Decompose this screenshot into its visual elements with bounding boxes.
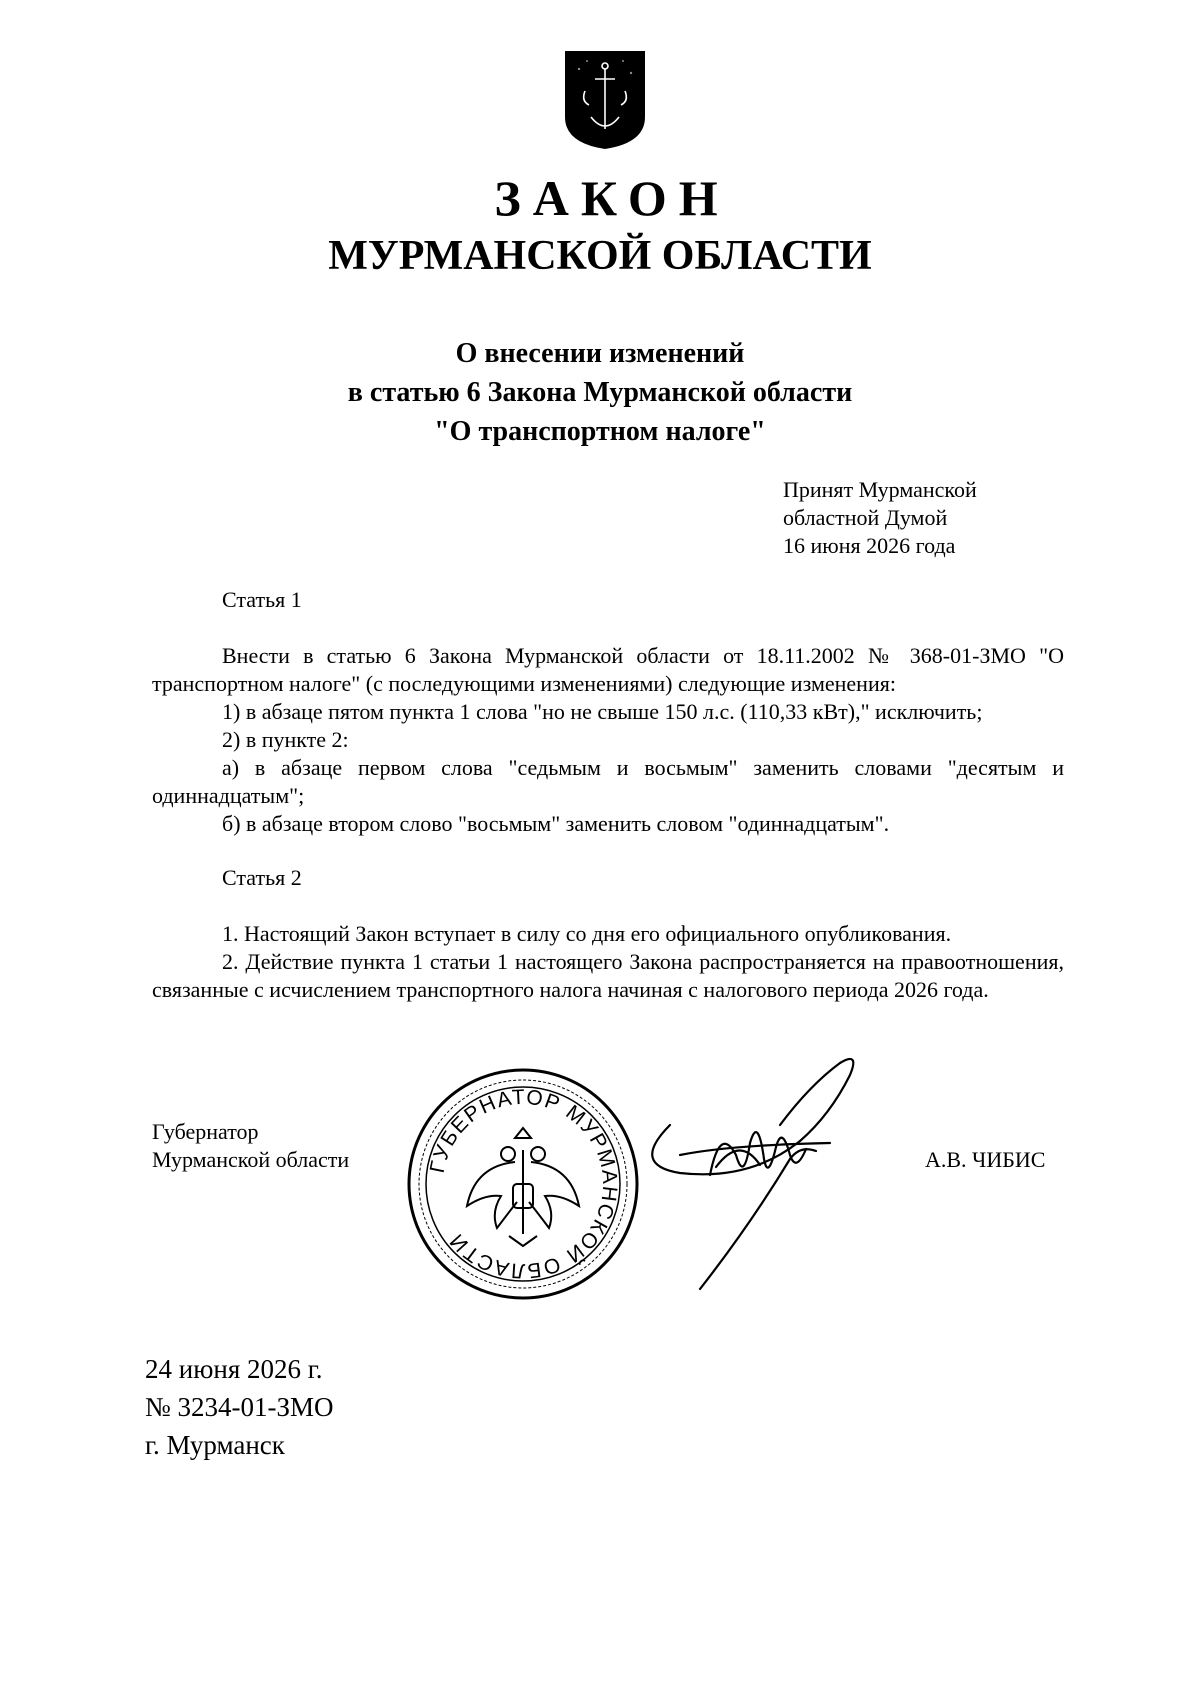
article-paragraph: б) в абзаце втором слово "восьмым" заменить словом "одиннадцатым". bbox=[222, 811, 890, 836]
law-region-title: МУРМАНСКОЙ ОБЛАСТИ bbox=[328, 233, 872, 279]
article-2-body bbox=[152, 920, 1064, 1004]
article-paragraph: 2) в пункте 2: bbox=[222, 727, 349, 752]
article-paragraph: Внести в статью 6 Закона Мурманской области от 18.11.2002 № 368-01-ЗМО "О транспортном налоге" (с последующими изменениями) следующие изменения: bbox=[152, 643, 1064, 696]
signing-city: г. Мурманск bbox=[145, 1430, 285, 1460]
article-paragraph: 2. Действие пункта 1 статьи 1 настоящего Закона распространяется на правоотношения, связанные с исчислением транспортного налога начиная с налогового периода 2026 года. bbox=[152, 949, 1064, 1002]
law-number: № 3234-01-ЗМО bbox=[145, 1392, 334, 1422]
signing-date: 24 июня 2026 г. bbox=[145, 1354, 323, 1384]
seal-text: ГУБЕРНАТОР МУРМАНСКОЙ ОБЛАСТИ bbox=[425, 1085, 622, 1283]
subject-line: О внесении изменений bbox=[455, 338, 745, 369]
adoption-line: областной Думой bbox=[783, 505, 948, 530]
article-paragraph: а) в абзаце первом слова "седьмым и восьмым" заменить словами "десятым и одиннадцатым"; bbox=[152, 755, 1064, 808]
subject-line: "О транспортном налоге" bbox=[434, 416, 766, 447]
article-1-heading: Статья 1 bbox=[222, 587, 302, 612]
adoption-note bbox=[783, 476, 977, 560]
coat-of-arms-icon bbox=[561, 47, 649, 151]
signer-name: А.В. ЧИБИС bbox=[925, 1147, 1046, 1172]
document-footer bbox=[145, 1350, 334, 1464]
article-paragraph: 1. Настоящий Закон вступает в силу со дня его официального опубликования. bbox=[222, 921, 952, 946]
official-seal-icon bbox=[405, 1066, 641, 1302]
law-title: ЗАКОН bbox=[494, 170, 730, 226]
adoption-date: 16 июня 2026 года bbox=[783, 533, 956, 558]
article-1-body bbox=[152, 642, 1064, 838]
signer-position bbox=[152, 1118, 349, 1174]
subject-line: в статью 6 Закона Мурманской области bbox=[347, 377, 853, 408]
article-2-heading: Статья 2 bbox=[222, 865, 302, 890]
signer-position-line: Губернатор bbox=[152, 1119, 259, 1144]
adoption-line: Принят Мурманской bbox=[783, 477, 977, 502]
law-subject bbox=[0, 334, 1200, 451]
article-paragraph: 1) в абзаце пятом пункта 1 слова "но не свыше 150 л.с. (110,33 кВт)," исключить; bbox=[222, 699, 983, 724]
signer-position-line: Мурманской области bbox=[152, 1147, 350, 1172]
handwritten-signature-icon bbox=[640, 1055, 900, 1295]
